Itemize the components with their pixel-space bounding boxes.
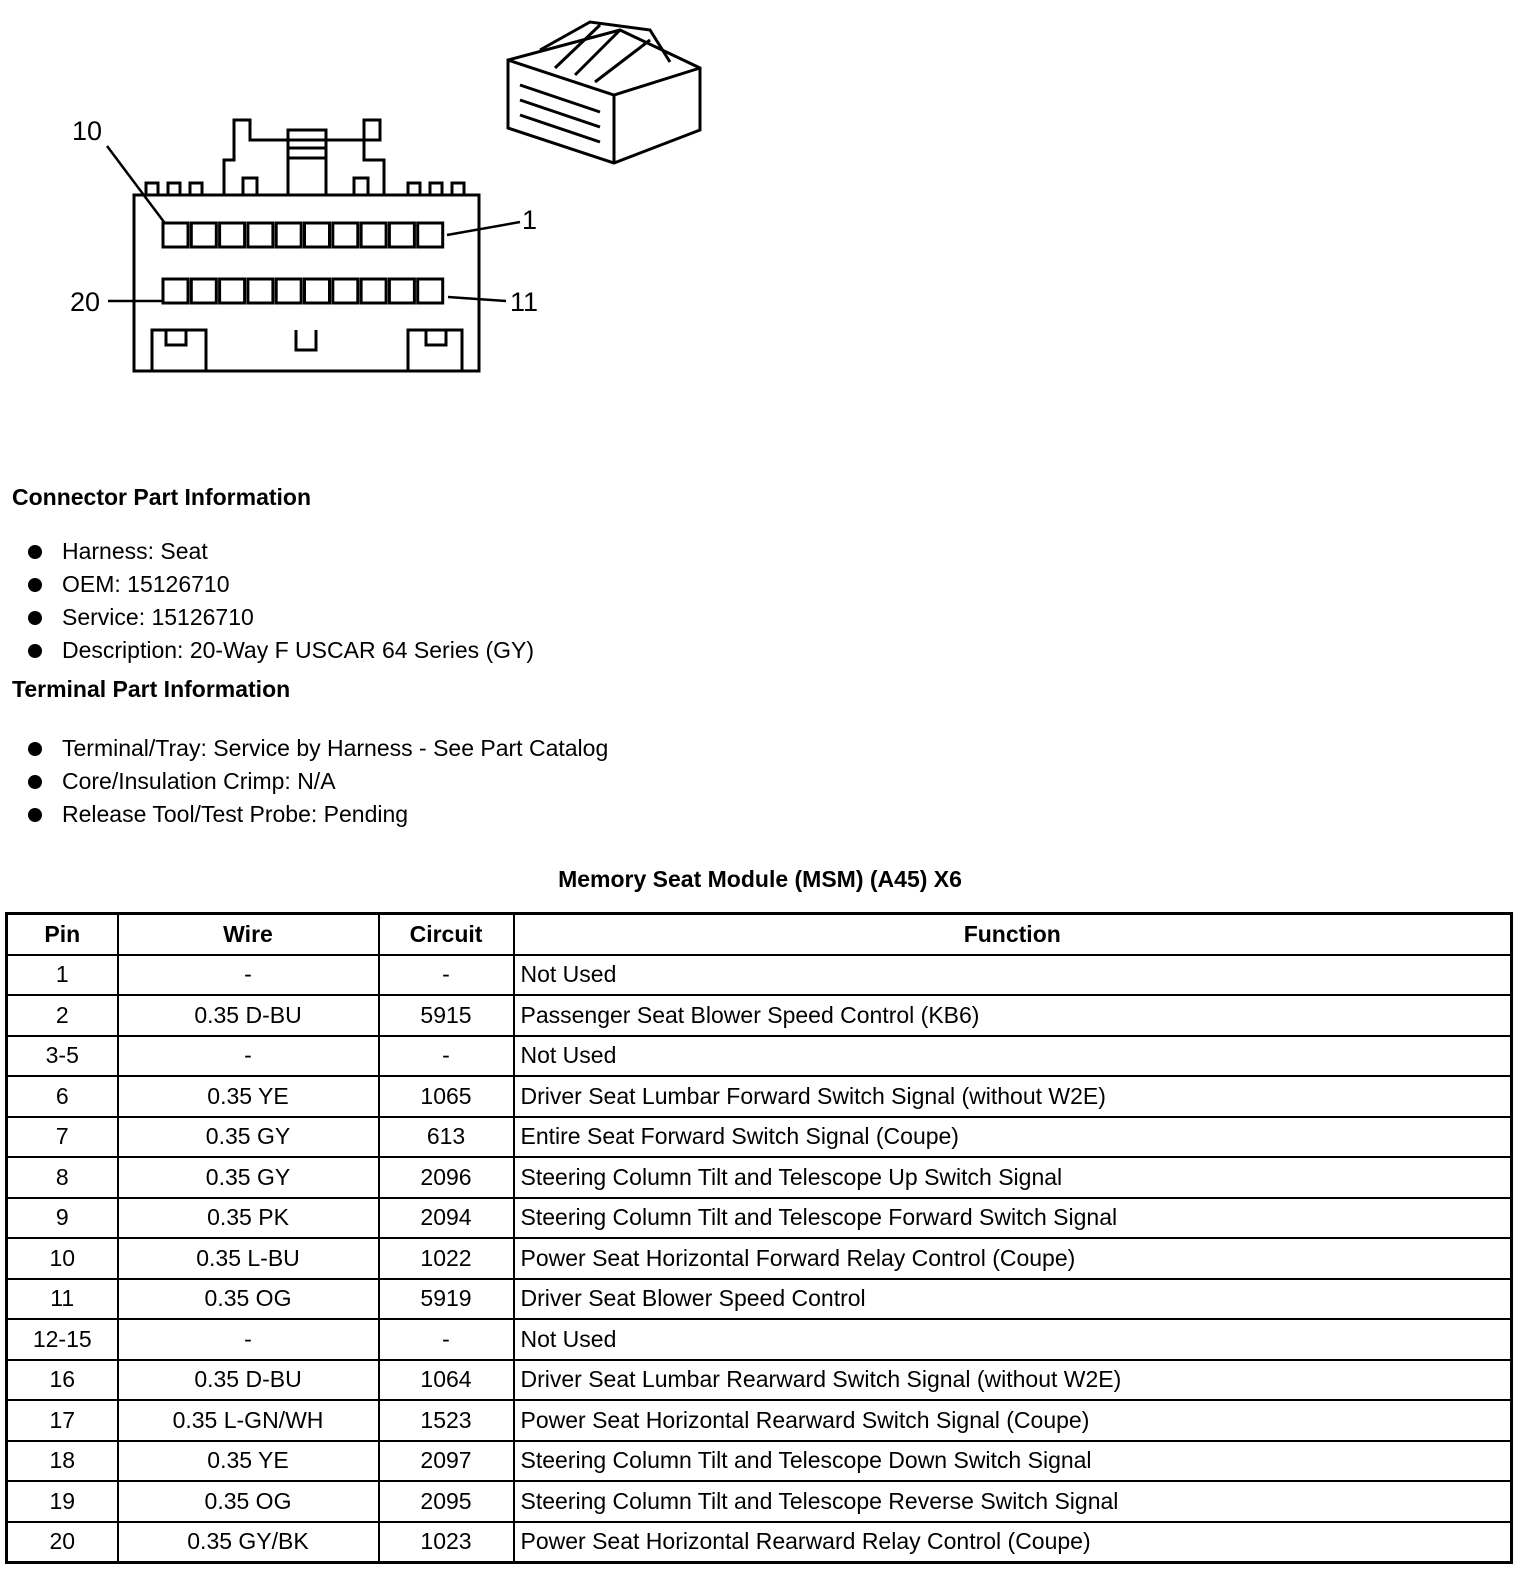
pin-cavity — [333, 279, 358, 303]
pin-cavity — [220, 279, 245, 303]
pin-cavity — [163, 279, 188, 303]
cell-function: Steering Column Tilt and Telescope Down Switch Signal — [514, 1441, 1512, 1482]
bullet-icon — [28, 545, 42, 559]
pin-label-1: 1 — [522, 205, 538, 235]
crimp-text: Core/Insulation Crimp: N/A — [62, 768, 336, 794]
cell-circuit: 2094 — [379, 1198, 514, 1239]
terminal-info-list — [28, 732, 608, 831]
cell-wire: 0.35 L-BU — [118, 1238, 379, 1279]
header-wire: Wire — [118, 914, 379, 955]
table-row — [7, 1036, 1512, 1077]
pin-cavity — [248, 279, 273, 303]
header-pin: Pin — [7, 914, 118, 955]
cell-circuit: 1523 — [379, 1400, 514, 1441]
cell-function: Steering Column Tilt and Telescope Up Switch Signal — [514, 1157, 1512, 1198]
cell-circuit: 2095 — [379, 1481, 514, 1522]
connector-info-title: Connector Part Information — [12, 484, 312, 510]
pin-cavity — [305, 223, 330, 247]
release-tool-text: Release Tool/Test Probe: Pending — [62, 801, 409, 827]
list-item — [28, 732, 608, 765]
table-row — [7, 1076, 1512, 1117]
pin-cavity — [248, 223, 273, 247]
list-item — [28, 535, 534, 568]
cell-wire: 0.35 OG — [118, 1481, 379, 1522]
table-header-row — [7, 914, 1512, 955]
cell-pin: 17 — [7, 1400, 118, 1441]
cell-function: Steering Column Tilt and Telescope Forward Switch Signal — [514, 1198, 1512, 1239]
table-row — [7, 1238, 1512, 1279]
cell-circuit: - — [379, 1036, 514, 1077]
cell-circuit: - — [379, 955, 514, 996]
description-text: Description: 20-Way F USCAR 64 Series (GY) — [62, 637, 535, 663]
cell-circuit: - — [379, 1319, 514, 1360]
cell-function: Power Seat Horizontal Rearward Switch Signal (Coupe) — [514, 1400, 1512, 1441]
bottom-row-cavities — [163, 279, 443, 303]
cell-wire: 0.35 YE — [118, 1076, 379, 1117]
cell-function: Not Used — [514, 1319, 1512, 1360]
cell-pin: 16 — [7, 1360, 118, 1401]
list-item — [28, 568, 534, 601]
cell-function: Passenger Seat Blower Speed Control (KB6) — [514, 995, 1512, 1036]
pin-cavity — [276, 279, 301, 303]
cell-circuit: 1023 — [379, 1522, 514, 1563]
cell-circuit: 2096 — [379, 1157, 514, 1198]
cell-function: Power Seat Horizontal Rearward Relay Control (Coupe) — [514, 1522, 1512, 1563]
cell-pin: 8 — [7, 1157, 118, 1198]
list-item — [28, 634, 534, 667]
pin-cavity — [191, 223, 216, 247]
pin-cavity — [333, 223, 358, 247]
pinout-table — [5, 912, 1513, 1564]
oem-text: OEM: 15126710 — [62, 571, 230, 597]
cell-wire: 0.35 L-GN/WH — [118, 1400, 379, 1441]
pin-label-20: 20 — [70, 287, 101, 317]
table-row — [7, 1441, 1512, 1482]
connector-diagram — [0, 0, 720, 390]
pin-cavity — [163, 223, 188, 247]
table-row — [7, 1117, 1512, 1158]
table-body — [7, 955, 1512, 1563]
table-row — [7, 1319, 1512, 1360]
list-item — [28, 601, 534, 634]
top-row-cavities — [163, 223, 443, 247]
terminal-tray-text: Terminal/Tray: Service by Harness - See Part Catalog — [62, 735, 609, 761]
cell-wire: - — [118, 1036, 379, 1077]
bullet-icon — [28, 742, 42, 756]
service-text: Service: 15126710 — [62, 604, 254, 630]
cell-wire: - — [118, 955, 379, 996]
pin-cavity — [418, 279, 443, 303]
table-row — [7, 1157, 1512, 1198]
table-row — [7, 955, 1512, 996]
cell-function: Driver Seat Lumbar Forward Switch Signal (without W2E) — [514, 1076, 1512, 1117]
cell-pin: 9 — [7, 1198, 118, 1239]
list-item — [28, 765, 608, 798]
table-row — [7, 1522, 1512, 1563]
pin-cavity — [220, 223, 245, 247]
terminal-info-title: Terminal Part Information — [12, 676, 291, 702]
cell-pin: 7 — [7, 1117, 118, 1158]
cell-pin: 10 — [7, 1238, 118, 1279]
cell-pin: 2 — [7, 995, 118, 1036]
cell-function: Not Used — [514, 955, 1512, 996]
cell-wire: 0.35 YE — [118, 1441, 379, 1482]
cell-pin: 20 — [7, 1522, 118, 1563]
cell-pin: 19 — [7, 1481, 118, 1522]
connector-isometric-view — [508, 22, 700, 163]
table-caption: Memory Seat Module (MSM) (A45) X6 — [558, 866, 962, 892]
cell-circuit: 1065 — [379, 1076, 514, 1117]
cell-pin: 1 — [7, 955, 118, 996]
cell-circuit: 1064 — [379, 1360, 514, 1401]
pin-cavity — [305, 279, 330, 303]
bullet-icon — [28, 644, 42, 658]
pin-cavity — [276, 223, 301, 247]
table-row — [7, 1198, 1512, 1239]
cell-pin: 3-5 — [7, 1036, 118, 1077]
cell-circuit: 613 — [379, 1117, 514, 1158]
pin-cavity — [418, 223, 443, 247]
pin-cavity — [361, 223, 386, 247]
cell-wire: 0.35 D-BU — [118, 1360, 379, 1401]
cell-circuit: 5919 — [379, 1279, 514, 1320]
cell-pin: 12-15 — [7, 1319, 118, 1360]
cell-function: Power Seat Horizontal Forward Relay Control (Coupe) — [514, 1238, 1512, 1279]
cell-function: Driver Seat Blower Speed Control — [514, 1279, 1512, 1320]
cell-wire: 0.35 D-BU — [118, 995, 379, 1036]
cell-wire: 0.35 OG — [118, 1279, 379, 1320]
bullet-icon — [28, 611, 42, 625]
cell-function: Steering Column Tilt and Telescope Reverse Switch Signal — [514, 1481, 1512, 1522]
pin-cavity — [389, 223, 414, 247]
header-function: Function — [514, 914, 1512, 955]
list-item — [28, 798, 608, 831]
cell-pin: 18 — [7, 1441, 118, 1482]
cell-circuit: 2097 — [379, 1441, 514, 1482]
table-row — [7, 1400, 1512, 1441]
cell-wire: 0.35 PK — [118, 1198, 379, 1239]
cell-function: Entire Seat Forward Switch Signal (Coupe) — [514, 1117, 1512, 1158]
cell-pin: 11 — [7, 1279, 118, 1320]
pin-label-10: 10 — [72, 116, 103, 146]
bullet-icon — [28, 808, 42, 822]
pin-cavity — [191, 279, 216, 303]
cell-wire: 0.35 GY/BK — [118, 1522, 379, 1563]
cell-function: Not Used — [514, 1036, 1512, 1077]
cell-wire: 0.35 GY — [118, 1117, 379, 1158]
table-row — [7, 995, 1512, 1036]
pin-cavity — [389, 279, 414, 303]
cell-pin: 6 — [7, 1076, 118, 1117]
table-row — [7, 1279, 1512, 1320]
cell-circuit: 5915 — [379, 995, 514, 1036]
bullet-icon — [28, 775, 42, 789]
table-row — [7, 1481, 1512, 1522]
cell-wire: 0.35 GY — [118, 1157, 379, 1198]
harness-text: Harness: Seat — [62, 538, 208, 564]
header-circuit: Circuit — [379, 914, 514, 955]
pin-cavity — [361, 279, 386, 303]
connector-info-list — [28, 535, 534, 667]
pin-label-11: 11 — [510, 287, 539, 317]
bullet-icon — [28, 578, 42, 592]
cell-circuit: 1022 — [379, 1238, 514, 1279]
cell-function: Driver Seat Lumbar Rearward Switch Signal (without W2E) — [514, 1360, 1512, 1401]
cell-wire: - — [118, 1319, 379, 1360]
table-row — [7, 1360, 1512, 1401]
